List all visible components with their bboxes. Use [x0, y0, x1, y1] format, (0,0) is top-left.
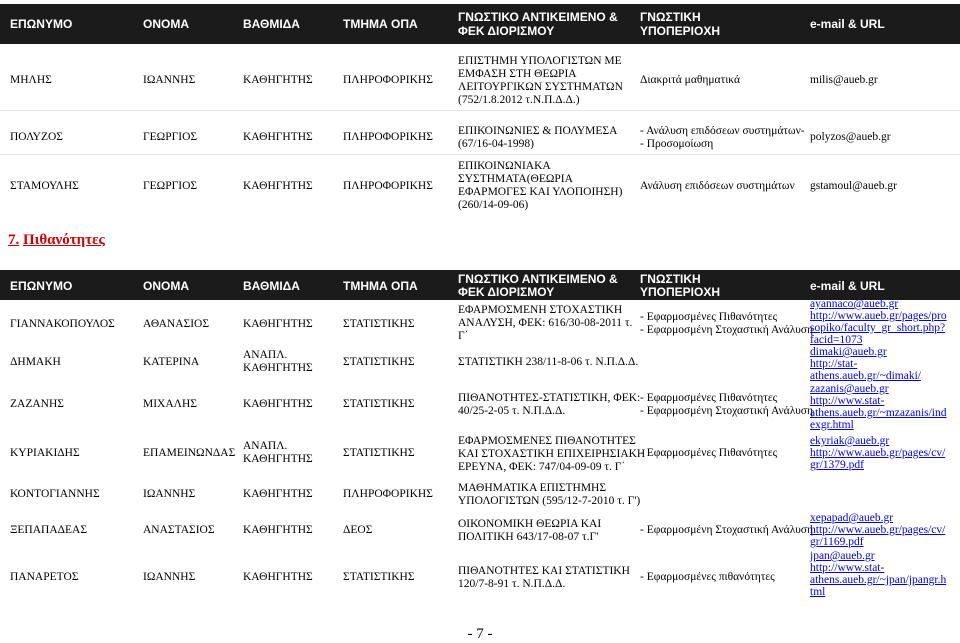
header-subarea-line1: ΓΝΩΣΤΙΚΗ — [640, 272, 701, 286]
row2-subarea-1: - Ανάλυση επιδόσεων συστημάτων- — [640, 125, 805, 137]
section-heading — [8, 232, 105, 249]
t2-row7-subarea: - Εφαρμοσμένες πιθανότητες — [640, 571, 775, 583]
t2-row4-url-1[interactable]: http://www.aueb.gr/pages/cv/ — [810, 447, 946, 459]
t2-row7-dept: ΣΤΑΤΙΣΤΙΚΗΣ — [343, 571, 415, 583]
t2-row5-subject-1: ΜΑΘΗΜΑΤΙΚΑ ΕΠΙΣΤΗΜΗΣ — [458, 482, 607, 494]
t2-row6-email[interactable]: xepapad@aueb.gr — [810, 512, 894, 524]
header-email: e-mail & URL — [810, 279, 885, 293]
t2-row6-url-2[interactable]: gr/1169.pdf — [810, 536, 864, 548]
row1-surname: ΜΗΛΗΣ — [10, 74, 52, 86]
t2-row4-rank-1: ΑΝΑΠΛ. — [243, 440, 288, 452]
row1-dept: ΠΛΗΡΟΦΟΡΙΚΗΣ — [343, 74, 433, 86]
t2-row5-rank: ΚΑΘΗΓΗΤΗΣ — [243, 488, 313, 500]
row-divider — [0, 154, 960, 155]
row2-subject-1: ΕΠΙΚΟΙΝΩΝΙΕΣ & ΠΟΛΥΜΕΣΑ — [458, 125, 618, 137]
t2-row6-subject-1: ΟΙΚΟΝΟΜΙΚΗ ΘΕΩΡΙΑ ΚΑΙ — [458, 518, 602, 530]
header-name: ΟΝΟΜΑ — [143, 17, 189, 31]
t2-row7-rank: ΚΑΘΗΓΗΤΗΣ — [243, 571, 313, 583]
header-email: e-mail & URL — [810, 17, 885, 31]
t2-row6-dept: ΔΕΟΣ — [343, 524, 373, 536]
row2-subject-2: (67/16-04-1998) — [458, 138, 535, 150]
t2-row7-url-3[interactable]: tml — [810, 586, 826, 598]
t2-row1-url-2[interactable]: sopiko/faculty_gr_short.php? — [810, 322, 946, 334]
t2-row6-surname: ΞΕΠΑΠΑΔΕΑΣ — [10, 524, 88, 536]
row3-subject-4: (260/14-09-06) — [458, 199, 529, 211]
row1-email: milis@aueb.gr — [810, 74, 878, 86]
t2-row7-name: ΙΩΑΝΝΗΣ — [143, 571, 196, 583]
header-subject-line2: ΦΕΚ ΔΙΟΡΙΣΜΟΥ — [458, 24, 555, 38]
header-rank: ΒΑΘΜΙΔΑ — [243, 17, 300, 31]
header-subject-line1: ΓΝΩΣΤΙΚΟ ΑΝΤΙΚΕΙΜΕΝΟ & — [458, 272, 618, 286]
row3-email: gstamoul@aueb.gr — [810, 180, 897, 192]
t2-row3-subarea-1: - Εφαρμοσμένες Πιθανότητες — [640, 392, 778, 404]
t2-row5-dept: ΠΛΗΡΟΦΟΡΙΚΗΣ — [343, 488, 433, 500]
t2-row1-url-1[interactable]: http://www.aueb.gr/pages/pro — [810, 310, 947, 322]
section-title: Πιθανότητες — [23, 232, 105, 248]
page-number: - 7 - — [467, 626, 493, 642]
t2-row2-surname: ΔΗΜΑΚΗ — [10, 356, 61, 368]
t2-row4-name: ΕΠΑΜΕΙΝΩΝΔΑΣ — [143, 447, 236, 459]
t2-row2-dept: ΣΤΑΤΙΣΤΙΚΗΣ — [343, 356, 415, 368]
header-subject-line2: ΦΕΚ ΔΙΟΡΙΣΜΟΥ — [458, 285, 555, 299]
t2-row1-subject-2: ΑΝΑΛΥΣΗ, ΦΕΚ: 616/30-08-2011 τ. — [458, 317, 633, 329]
t2-row1-subarea-1: - Εφαρμοσμένες Πιθανότητες — [640, 311, 778, 323]
t2-row3-subject-2: 40/25-2-05 τ. Ν.Π.Δ.Δ. — [458, 405, 566, 417]
t2-row4-url-2[interactable]: gr/1379.pdf — [810, 459, 864, 471]
row3-rank: ΚΑΘΗΓΗΤΗΣ — [243, 180, 313, 192]
t2-row4-email[interactable]: ekyriak@aueb.gr — [810, 435, 890, 447]
t2-row3-surname: ΖΑΖΑΝΗΣ — [10, 398, 64, 410]
t2-row1-email[interactable]: ayannaco@aueb.gr — [810, 298, 899, 310]
row2-rank: ΚΑΘΗΓΗΤΗΣ — [243, 131, 313, 143]
t2-row3-name: ΜΙΧΑΛΗΣ — [143, 398, 198, 410]
t2-row1-surname: ΓΙΑΝΝΑΚΟΠΟΥΛΟΣ — [10, 318, 115, 330]
row3-name: ΓΕΩΡΓΙΟΣ — [143, 180, 198, 192]
t2-row4-rank-2: ΚΑΘΗΓΗΤΗΣ — [243, 453, 313, 465]
t2-row1-subject-1: ΕΦΑΡΜΟΣΜΕΝΗ ΣΤΟΧΑΣΤΙΚΗ — [458, 304, 623, 316]
row3-subject-3: ΕΦΑΡΜΟΓΕΣ ΚΑΙ ΥΛΟΠΟΙΗΣΗ) — [458, 186, 623, 198]
row1-subject-4: (752/1.8.2012 τ.Ν.Π.Δ.Δ.) — [458, 94, 580, 106]
table1-header — [0, 4, 960, 44]
header-surname: ΕΠΩΝΥΜΟ — [10, 279, 73, 293]
t2-row6-rank: ΚΑΘΗΓΗΤΗΣ — [243, 524, 313, 536]
t2-row7-subject-2: 120/7-8-91 τ. Ν.Π.Δ.Δ. — [458, 578, 566, 590]
t2-row7-subject-1: ΠΙΘΑΝΟΤΗΤΕΣ ΚΑΙ ΣΤΑΤΙΣΤΙΚΗ — [458, 565, 630, 577]
t2-row2-rank-1: ΑΝΑΠΛ. — [243, 349, 288, 361]
row3-dept: ΠΛΗΡΟΦΟΡΙΚΗΣ — [343, 180, 433, 192]
row1-subject-1: ΕΠΙΣΤΗΜΗ ΥΠΟΛΟΓΙΣΤΩΝ ΜΕ — [458, 55, 622, 67]
header-subarea-line2: ΥΠΟΠΕΡΙΟΧΗ — [640, 24, 721, 38]
row-divider — [0, 110, 960, 111]
t2-row3-url-2[interactable]: athens.aueb.gr/~mzazanis/ind — [810, 407, 947, 419]
header-name: ΟΝΟΜΑ — [143, 279, 189, 293]
header-dept: ΤΜΗΜΑ ΟΠΑ — [343, 17, 418, 31]
t2-row3-subject-1: ΠΙΘΑΝΟΤΗΤΕΣ-ΣΤΑΤΙΣΤΙΚΗ, ΦΕΚ: — [458, 392, 641, 404]
row1-subject-2: ΕΜΦΑΣΗ ΣΤΗ ΘΕΩΡΙΑ — [458, 68, 577, 80]
row1-subject-3: ΛΕΙΤΟΥΡΓΙΚΩΝ ΣΥΣΤΗΜΑΤΩΝ — [458, 81, 623, 93]
t2-row1-rank: ΚΑΘΗΓΗΤΗΣ — [243, 318, 313, 330]
t2-row1-subject-3: Γ΄ — [458, 330, 469, 342]
t2-row2-email[interactable]: dimaki@aueb.gr — [810, 346, 887, 358]
t2-row6-name: ΑΝΑΣΤΑΣΙΟΣ — [143, 524, 215, 536]
t2-row4-subarea: - Εφαρμοσμένες Πιθανότητες — [640, 447, 778, 459]
t2-row1-subarea-2: - Εφαρμοσμένη Στοχαστική Ανάλυση — [640, 324, 813, 336]
row1-name: ΙΩΑΝΝΗΣ — [143, 74, 196, 86]
t2-row2-name: ΚΑΤΕΡΙΝΑ — [143, 356, 200, 368]
row1-subarea: Διακριτά μαθηματικά — [640, 74, 741, 86]
t2-row4-subject-3: ΕΡΕΥΝΑ, ΦΕΚ: 747/04-09-09 τ. Γ΄ — [458, 461, 626, 473]
header-subarea-line2: ΥΠΟΠΕΡΙΟΧΗ — [640, 285, 721, 299]
row3-subarea: Ανάλυση επιδόσεων συστημάτων — [640, 180, 795, 192]
header-rank: ΒΑΘΜΙΔΑ — [243, 279, 300, 293]
t2-row1-url-3[interactable]: facid=1073 — [810, 334, 863, 346]
t2-row2-subject: ΣΤΑΤΙΣΤΙΚΗ 238/11-8-06 τ. Ν.Π.Δ.Δ. — [458, 356, 639, 368]
t2-row3-subarea-2: - Εφαρμοσμένη Στοχαστική Ανάλυση — [640, 405, 813, 417]
t2-row1-name: ΑΘΑΝΑΣΙΟΣ — [143, 318, 210, 330]
t2-row4-dept: ΣΤΑΤΙΣΤΙΚΗΣ — [343, 447, 415, 459]
row3-subject-2: ΣΥΣΤΗΜΑΤΑ(ΘΕΩΡΙΑ — [458, 173, 573, 185]
t2-row3-rank: ΚΑΘΗΓΗΤΗΣ — [243, 398, 313, 410]
t2-row7-email[interactable]: jpan@aueb.gr — [810, 550, 875, 562]
t2-row2-url-1[interactable]: http://stat- — [810, 358, 858, 370]
t2-row3-url-1[interactable]: http://www.stat- — [810, 395, 885, 407]
t2-row1-dept: ΣΤΑΤΙΣΤΙΚΗΣ — [343, 318, 415, 330]
row1-rank: ΚΑΘΗΓΗΤΗΣ — [243, 74, 313, 86]
t2-row6-url-1[interactable]: http://www.aueb.gr/pages/cv/ — [810, 524, 946, 536]
row2-surname: ΠΟΛΥΖΟΣ — [10, 131, 63, 143]
t2-row3-url-3[interactable]: exgr.html — [810, 419, 854, 431]
t2-row4-subject-1: ΕΦΑΡΜΟΣΜΕΝΕΣ ΠΙΘΑΝΟΤΗΤΕΣ — [458, 435, 636, 447]
t2-row7-surname: ΠΑΝΑΡΕΤΟΣ — [10, 571, 79, 583]
row2-dept: ΠΛΗΡΟΦΟΡΙΚΗΣ — [343, 131, 433, 143]
row2-name: ΓΕΩΡΓΙΟΣ — [143, 131, 198, 143]
t2-row3-dept: ΣΤΑΤΙΣΤΙΚΗΣ — [343, 398, 415, 410]
t2-row6-subarea: - Εφαρμοσμένη Στοχαστική Ανάλυση — [640, 524, 813, 536]
row3-subject-1: ΕΠΙΚΟΙΝΩΝΙΑΚΑ — [458, 160, 551, 172]
t2-row5-name: ΙΩΑΝΝΗΣ — [143, 488, 196, 500]
t2-row3-email[interactable]: zazanis@aueb.gr — [810, 383, 889, 395]
t2-row7-url-2[interactable]: athens.aueb.gr/~jpan/jpangr.h — [810, 574, 947, 586]
t2-row4-surname: ΚΥΡΙΑΚΙΔΗΣ — [10, 447, 80, 459]
section-number: 7. — [8, 232, 20, 248]
row2-email: polyzos@aueb.gr — [810, 131, 891, 143]
row3-surname: ΣΤΑΜΟΥΛΗΣ — [10, 180, 79, 192]
header-dept: ΤΜΗΜΑ ΟΠΑ — [343, 279, 418, 293]
t2-row4-subject-2: ΚΑΙ ΣΤΟΧΑΣΤΙΚΗ ΕΠΙΧΕΙΡΗΣΙΑΚΗ — [458, 448, 646, 460]
header-surname: ΕΠΩΝΥΜΟ — [10, 17, 73, 31]
row2-subarea-2: - Προσομοίωση — [640, 138, 714, 150]
header-subject-line1: ΓΝΩΣΤΙΚΟ ΑΝΤΙΚΕΙΜΕΝΟ & — [458, 10, 618, 24]
t2-row5-subject-2: ΥΠΟΛΟΓΙΣΤΩΝ (595/12-7-2010 τ. Γ') — [458, 495, 641, 507]
t2-row6-subject-2: ΠΟΛΙΤΙΚΗ 643/17-08-07 τ.Γ' — [458, 531, 599, 543]
t2-row7-url-1[interactable]: http://www.stat- — [810, 562, 885, 574]
header-subarea-line1: ΓΝΩΣΤΙΚΗ — [640, 10, 701, 24]
table2-header — [0, 270, 960, 300]
t2-row2-url-2[interactable]: athens.aueb.gr/~dimaki/ — [810, 370, 921, 382]
t2-row2-rank-2: ΚΑΘΗΓΗΤΗΣ — [243, 362, 313, 374]
t2-row5-surname: ΚΟΝΤΟΓΙΑΝΝΗΣ — [10, 488, 100, 500]
